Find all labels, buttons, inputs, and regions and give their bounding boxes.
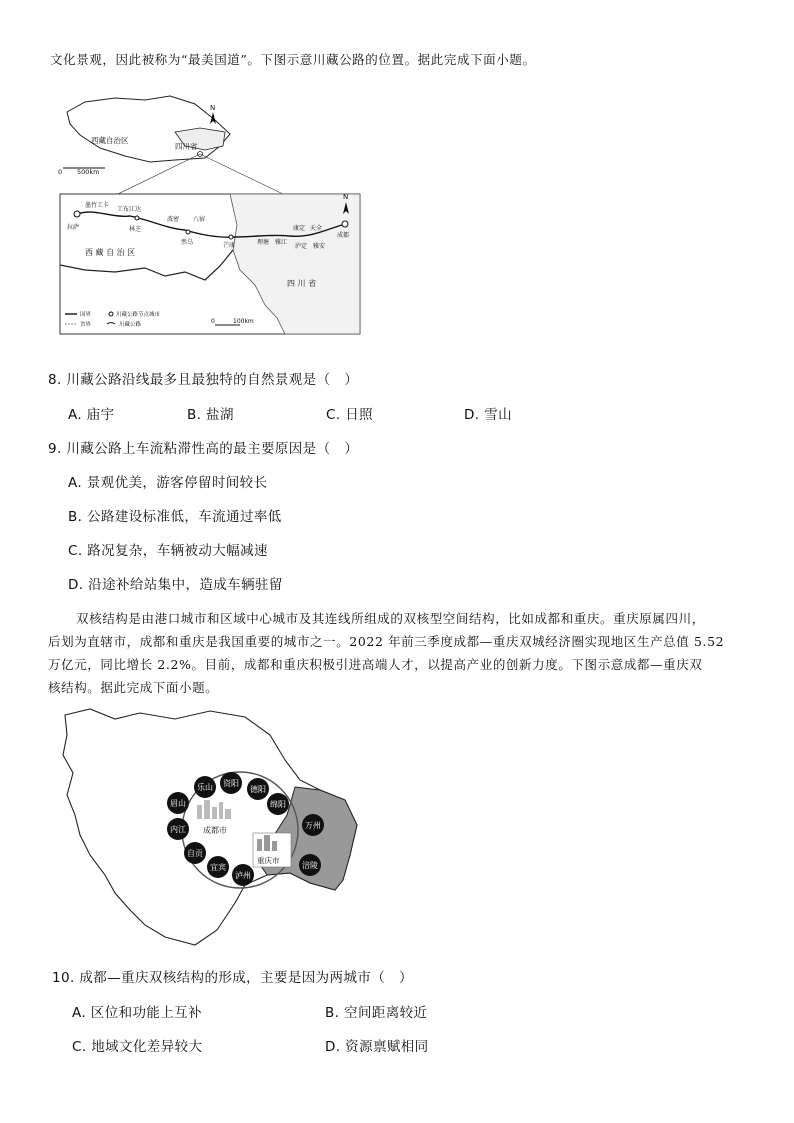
chengdu-label: 成都市: [203, 826, 227, 835]
svg-text:波密: 波密: [167, 216, 180, 223]
q8-option-d[interactable]: D. 雪山: [464, 407, 512, 423]
svg-text:德阳: 德阳: [250, 785, 266, 794]
svg-text:0: 0: [211, 318, 215, 325]
svg-text:理塘: 理塘: [257, 239, 270, 246]
svg-text:宜宾: 宜宾: [210, 863, 226, 872]
svg-text:芒康: 芒康: [223, 242, 236, 249]
svg-text:成都: 成都: [337, 232, 350, 239]
svg-text:川藏公路: 川藏公路: [119, 322, 142, 328]
svg-text:拉萨: 拉萨: [67, 224, 80, 231]
svg-text:林芝: 林芝: [129, 226, 142, 233]
q9-stem: 9. 川藏公路上车流粘滞性高的最主要原因是（ ）: [48, 441, 359, 457]
svg-text:雅江: 雅江: [275, 239, 288, 246]
main-north-label: N: [343, 193, 349, 201]
q10-option-b[interactable]: B. 空间距离较近: [325, 1005, 428, 1021]
svg-text:500km: 500km: [77, 168, 100, 176]
chongqing-label: 重庆市: [257, 856, 280, 865]
inset-north-label: N: [210, 104, 216, 112]
svg-text:100km: 100km: [233, 318, 254, 325]
svg-text:乐山: 乐山: [197, 783, 213, 792]
passage-line-4: 核结构。据此完成下面小题。: [48, 680, 219, 695]
q10-option-d[interactable]: D. 资源禀赋相同: [325, 1039, 429, 1055]
q8-option-a[interactable]: A. 庙宇: [68, 407, 115, 423]
svg-text:眉山: 眉山: [170, 799, 186, 808]
svg-text:泸定: 泸定: [295, 243, 308, 250]
svg-text:然乌: 然乌: [181, 239, 194, 246]
svg-text:国界: 国界: [80, 312, 92, 318]
q10-option-c[interactable]: C. 地域文化差异较大: [72, 1039, 203, 1055]
intro-text: 文化景观，因此被称为“最美国道”。下图示意川藏公路的位置。据此完成下面小题。: [50, 52, 536, 67]
q8-stem: 8. 川藏公路沿线最多且最独特的自然景观是（ ）: [48, 372, 359, 388]
main-sichuan-label: 四 川 省: [287, 279, 317, 288]
q10-stem: 10. 成都—重庆双核结构的形成，主要是因为两城市（ ）: [52, 970, 413, 986]
passage-line-2: 后划为直辖市，成都和重庆是我国重要的城市之一。2022 年前三季度成都—重庆双城经济圈实现地区生产总值 5.52: [48, 634, 725, 649]
svg-text:内江: 内江: [170, 825, 186, 834]
chengdu-chongqing-map: [45, 705, 365, 950]
inset-xizang-label: 西藏自治区: [91, 136, 129, 145]
svg-text:绵阳: 绵阳: [270, 800, 286, 809]
q8-option-b[interactable]: B. 盐湖: [187, 407, 234, 423]
svg-text:康定: 康定: [293, 225, 306, 232]
svg-text:自贡: 自贡: [187, 849, 203, 858]
svg-text:0: 0: [58, 168, 63, 176]
q8-option-c[interactable]: C. 日照: [326, 407, 374, 423]
q9-option-d[interactable]: D. 沿途补给站集中，造成车辆驻留: [68, 577, 283, 593]
svg-text:万州: 万州: [305, 821, 321, 830]
q9-option-a[interactable]: A. 景观优美，游客停留时间较长: [68, 475, 268, 491]
svg-text:天全: 天全: [310, 225, 323, 232]
svg-text:川藏公路节点城市: 川藏公路节点城市: [116, 312, 161, 318]
q9-option-b[interactable]: B. 公路建设标准低，车流通过率低: [68, 509, 282, 525]
svg-text:资阳: 资阳: [223, 779, 239, 788]
svg-text:八宿: 八宿: [193, 216, 206, 223]
passage-line-1: 双核结构是由港口城市和区域中心城市及其连线所组成的双核型空间结构，比如成都和重庆。重庆原属四川，: [76, 611, 705, 626]
svg-text:省界: 省界: [80, 322, 92, 328]
svg-text:泸州: 泸州: [235, 871, 251, 880]
svg-text:涪陵: 涪陵: [302, 861, 318, 870]
q9-option-c[interactable]: C. 路况复杂，车辆被动大幅减速: [68, 543, 268, 559]
main-xizang-label: 西 藏 自 治 区: [85, 248, 136, 257]
svg-text:工布江达: 工布江达: [117, 206, 142, 213]
sichuan-tibet-highway-map: [55, 90, 365, 340]
q10-option-a[interactable]: A. 区位和功能上互补: [72, 1005, 202, 1021]
svg-text:墨竹工卡: 墨竹工卡: [85, 202, 110, 209]
passage-line-3: 万亿元，同比增长 2.2%。目前，成都和重庆积极引进高端人才，以提高产业的创新力度。下图示意成都—重庆双: [48, 657, 703, 672]
inset-sichuan-label: 四川省: [175, 142, 198, 151]
svg-text:雅安: 雅安: [313, 243, 326, 250]
